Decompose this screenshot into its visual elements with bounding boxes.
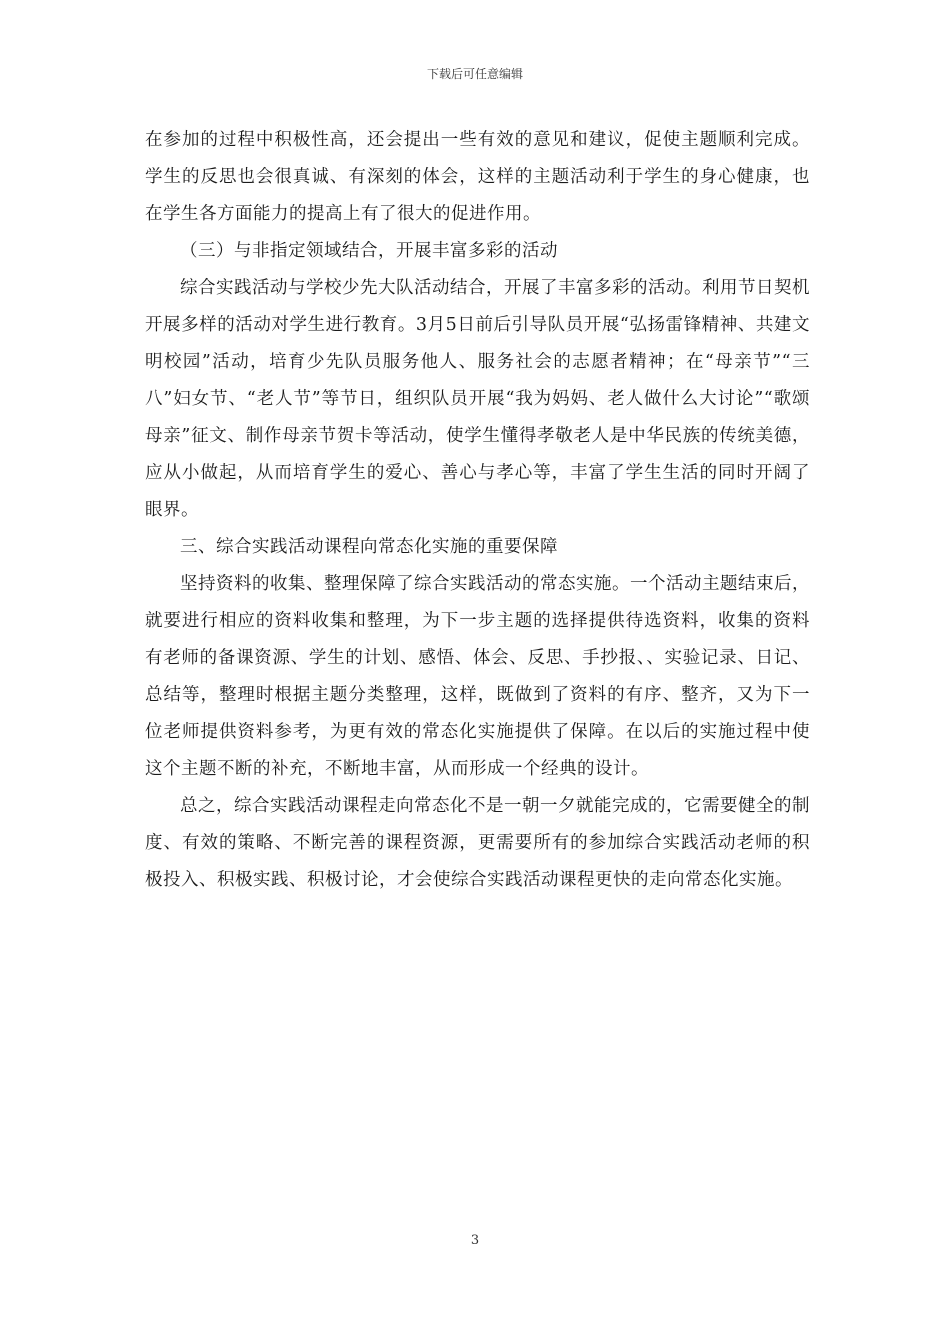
document-body	[145, 122, 810, 899]
paragraph-continuation: 在参加的过程中积极性高，还会提出一些有效的意见和建议，促使主题顺利完成。学生的反思也会很真诚、有深刻的体会，这样的主题活动利于学生的身心健康，也在学生各方面能力的提高上有了很大的促进作用。	[145, 130, 810, 224]
page-header: 下载后可任意编辑	[426, 67, 523, 81]
section-heading-3: （三）与非指定领域结合，开展丰富多彩的活动	[180, 241, 558, 261]
page-number: 3	[470, 1233, 480, 1248]
section-heading-guarantee: 三、综合实践活动课程向常态化实施的重要保障	[180, 537, 558, 557]
paragraph-conclusion: 总之，综合实践活动课程走向常态化不是一朝一夕就能完成的，它需要健全的制度、有效的策略、不断完善的课程资源，更需要所有的参加综合实践活动老师的积极投入、积极实践、积极讨论，才会使综合实践活动课程更快的走向常态化实施。	[145, 796, 810, 890]
paragraph-activities: 综合实践活动与学校少先大队活动结合，开展了丰富多彩的活动。利用节日契机开展多样的活动对学生进行教育。3月5日前后引导队员开展“弘扬雷锋精神、共建文明校园”活动，培育少先队员服务他人、服务社会的志愿者精神；在“母亲节”“三八”妇女节、“老人节”等节日，组织队员开展“我为妈妈、老人做什么大讨论”“歌颂母亲”征文、制作母亲节贺卡等活动，使学生懂得孝敬老人是中华民族的传统美德，应从小做起，从而培育学生的爱心、善心与孝心等，丰富了学生生活的同时开阔了眼界。	[145, 278, 810, 520]
paragraph-materials: 坚持资料的收集、整理保障了综合实践活动的常态实施。一个活动主题结束后，就要进行相应的资料收集和整理，为下一步主题的选择提供待选资料，收集的资料有老师的备课资源、学生的计划、感悟、体会、反思、手抄报、、实验记录、日记、总结等，整理时根据主题分类整理，这样，既做到了资料的有序、整齐，又为下一位老师提供资料参考，为更有效的常态化实施提供了保障。在以后的实施过程中使这个主题不断的补充，不断地丰富，从而形成一个经典的设计。	[145, 574, 810, 779]
